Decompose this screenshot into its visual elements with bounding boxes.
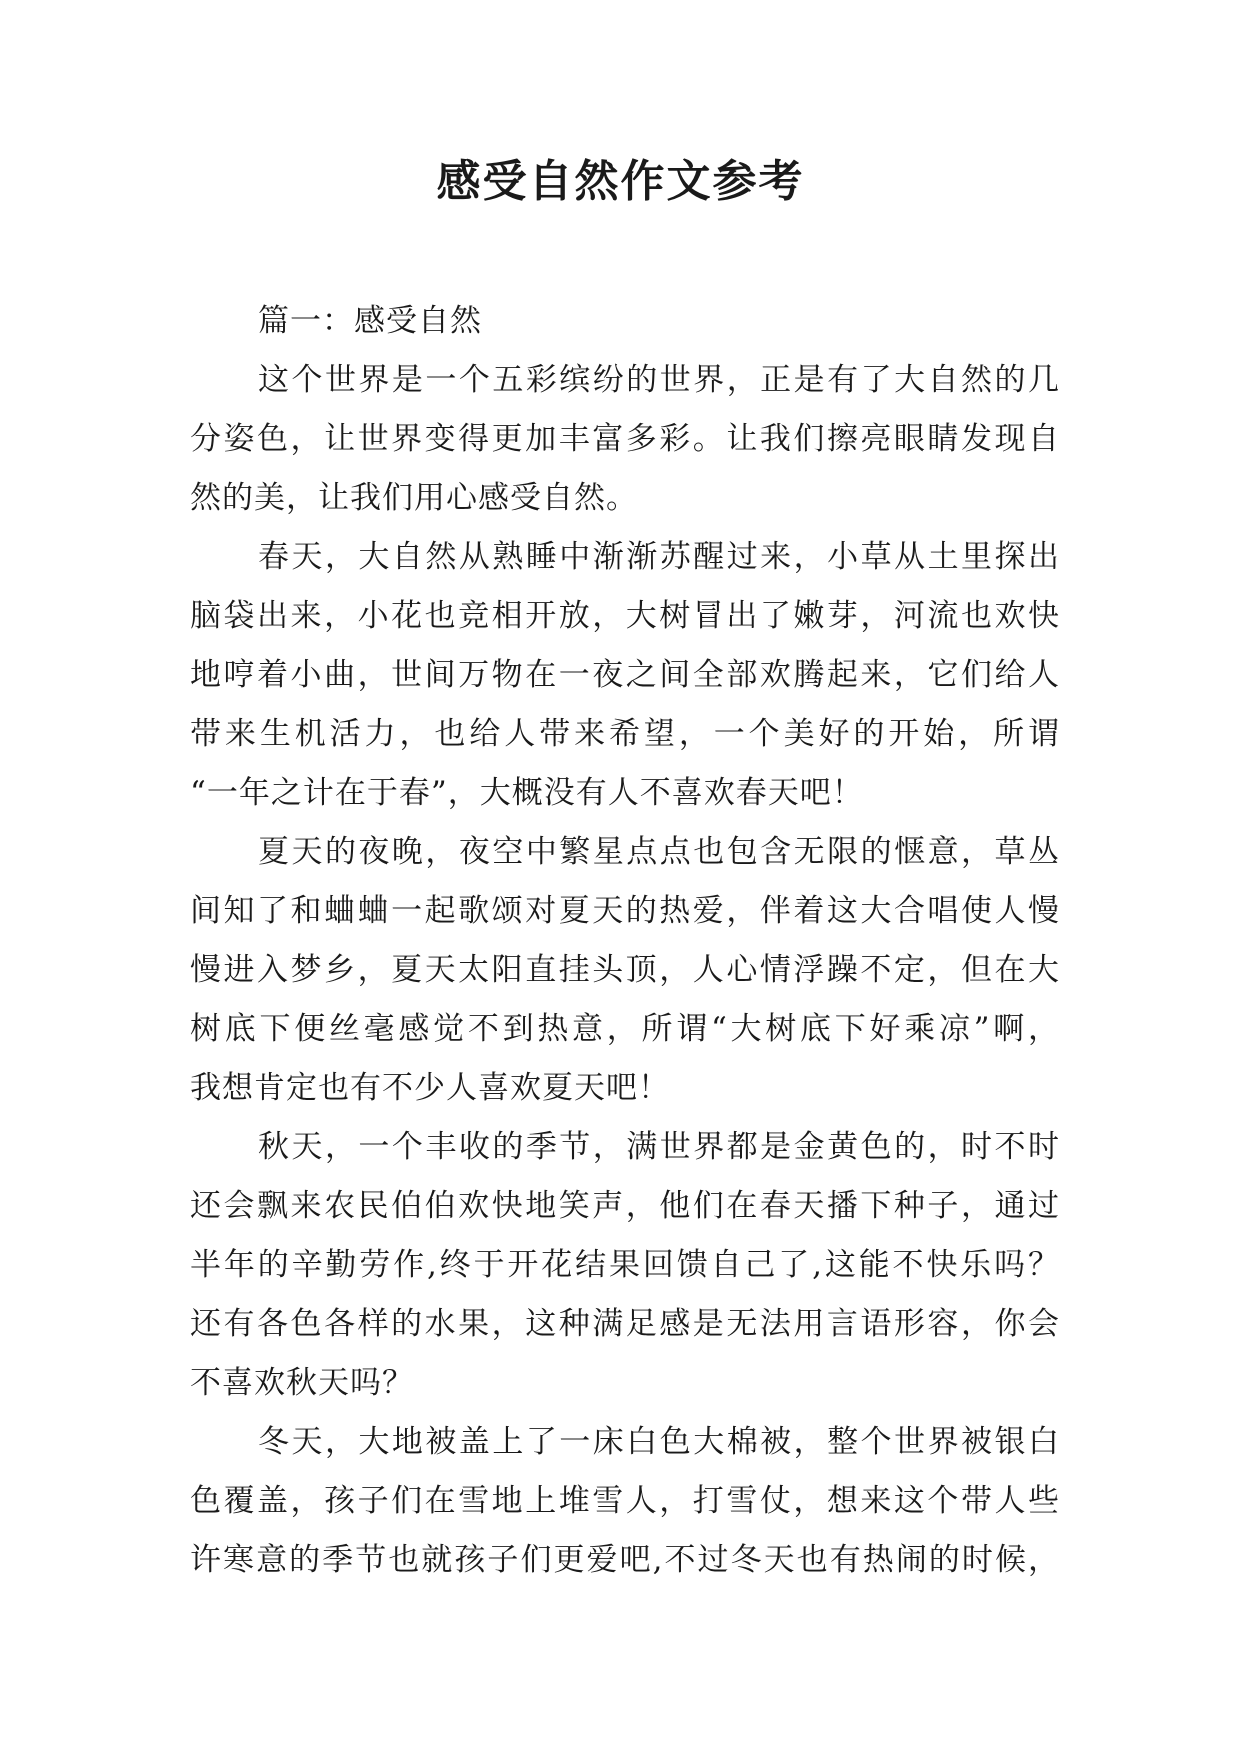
text-line: 夏天的夜晚，夜空中繁星点点也包含无限的惬意，草丛 <box>258 834 1060 870</box>
text-line: 慢进入梦乡，夏天太阳直挂头顶，人心情浮躁不定，但在大 <box>190 952 1060 988</box>
text-line: 冬天，大地被盖上了一床白色大棉被，整个世界被银白 <box>258 1424 1060 1460</box>
text-line: 地哼着小曲，世间万物在一夜之间全部欢腾起来，它们给人 <box>190 657 1060 693</box>
text-line: 脑袋出来，小花也竞相开放，大树冒出了嫩芽，河流也欢快 <box>190 598 1060 634</box>
text-line: 不喜欢秋天吗？ <box>190 1365 414 1401</box>
text-line: 间知了和蛐蛐一起歌颂对夏天的热爱，伴着这大合唱使人慢 <box>190 893 1060 929</box>
text-line: 树底下便丝毫感觉不到热意，所谓“大树底下好乘凉”啊， <box>190 1011 1060 1047</box>
section-heading: 篇一：感受自然 <box>258 303 482 339</box>
text-line: 带来生机活力，也给人带来希望，一个美好的开始，所谓 <box>190 716 1060 752</box>
text-line: 然的美，让我们用心感受自然。 <box>190 480 638 516</box>
text-line: 我想肯定也有不少人喜欢夏天吧！ <box>190 1070 670 1106</box>
document-title: 感受自然作文参考 <box>436 156 805 207</box>
text-line: “一年之计在于春”，大概没有人不喜欢春天吧！ <box>190 775 864 811</box>
text-line: 色覆盖，孩子们在雪地上堆雪人，打雪仗，想来这个带人些 <box>190 1483 1060 1519</box>
text-line: 分姿色，让世界变得更加丰富多彩。让我们擦亮眼睛发现自 <box>190 421 1060 457</box>
text-line: 还有各色各样的水果，这种满足感是无法用言语形容，你会 <box>190 1306 1060 1342</box>
text-line: 秋天，一个丰收的季节，满世界都是金黄色的，时不时 <box>258 1129 1060 1165</box>
text-line: 许寒意的季节也就孩子们更爱吧,不过冬天也有热闹的时候， <box>190 1542 1060 1578</box>
text-line: 春天，大自然从熟睡中渐渐苏醒过来，小草从土里探出 <box>258 539 1060 575</box>
text-line: 这个世界是一个五彩缤纷的世界，正是有了大自然的几 <box>258 362 1060 398</box>
document-body <box>190 292 1060 1590</box>
text-line: 还会飘来农民伯伯欢快地笑声，他们在春天播下种子，通过 <box>190 1188 1060 1224</box>
text-line: 半年的辛勤劳作,终于开花结果回馈自己了,这能不快乐吗？ <box>190 1247 1060 1283</box>
